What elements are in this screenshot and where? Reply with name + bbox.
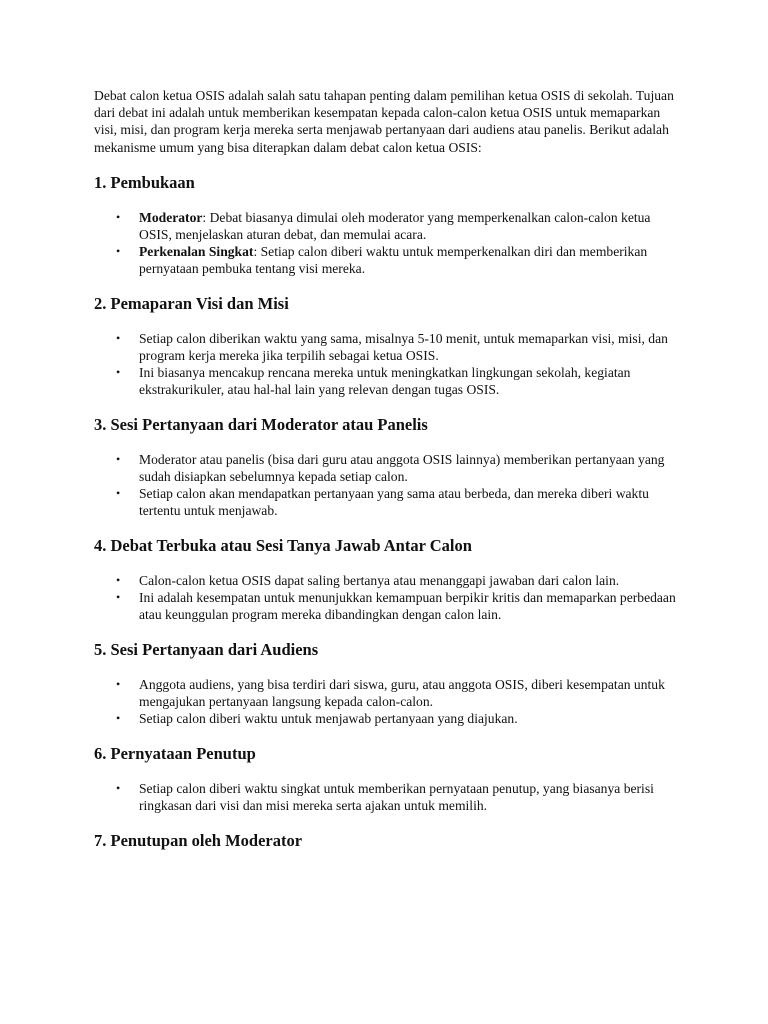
section-title: 6. Pernyataan Penutup	[94, 743, 256, 763]
bullet-icon: •	[116, 330, 121, 345]
section-pernyataan-penutup	[94, 744, 684, 814]
list-item	[94, 572, 684, 589]
bullet-icon: •	[116, 364, 121, 379]
item-text: Ini adalah kesempatan untuk menunjukkan kemampuan berpikir kritis dan memaparkan perbedaan atau keunggulan program mereka dibandingkan dengan calon lain.	[139, 589, 676, 622]
bullet-list	[94, 676, 684, 727]
bullet-icon: •	[116, 589, 121, 604]
bullet-icon: •	[116, 485, 121, 500]
list-item	[94, 243, 684, 277]
section-title: 4. Debat Terbuka atau Sesi Tanya Jawab Antar Calon	[94, 535, 472, 555]
section-pertanyaan-audiens	[94, 640, 684, 727]
item-term: Moderator	[139, 209, 203, 225]
bullet-icon: •	[116, 572, 121, 587]
bullet-list	[94, 780, 684, 814]
list-item	[94, 676, 684, 710]
section-pertanyaan-moderator	[94, 415, 684, 519]
item-text: Ini biasanya mencakup rencana mereka untuk meningkatkan lingkungan sekolah, kegiatan ekstrakurikuler, atau hal-hal lain yang relevan dengan tugas OSIS.	[139, 364, 631, 397]
bullet-icon: •	[116, 243, 121, 258]
section-title: 2. Pemaparan Visi dan Misi	[94, 293, 289, 313]
section-debat-terbuka	[94, 536, 684, 623]
bullet-icon: •	[116, 209, 121, 224]
item-text: Setiap calon diberikan waktu yang sama, misalnya 5-10 menit, untuk memaparkan visi, misi, dan program kerja mereka jika terpilih sebagai ketua OSIS.	[139, 330, 668, 363]
section-title: 5. Sesi Pertanyaan dari Audiens	[94, 639, 319, 659]
list-item	[94, 780, 684, 814]
item-text: Moderator atau panelis (bisa dari guru atau anggota OSIS lainnya) memberikan pertanyaan yang sudah disiapkan sebelumnya kepada setiap calon.	[139, 451, 665, 484]
bullet-list	[94, 330, 684, 398]
section-title: 7. Penutupan oleh Moderator	[94, 830, 303, 850]
item-text: Setiap calon diberi waktu singkat untuk memberikan pernyataan penutup, yang biasanya berisi ringkasan dari visi dan misi mereka serta ajakan untuk memilih.	[139, 780, 654, 813]
list-item	[94, 485, 684, 519]
bullet-list	[94, 451, 684, 519]
item-text: Anggota audiens, yang bisa terdiri dari siswa, guru, atau anggota OSIS, diberi kesempatan untuk mengajukan pertanyaan langsung kepada calon-calon.	[139, 676, 665, 709]
item-text: Calon-calon ketua OSIS dapat saling bertanya atau menanggapi jawaban dari calon lain.	[139, 572, 620, 588]
intro-paragraph: Debat calon ketua OSIS adalah salah satu tahapan penting dalam pemilihan ketua OSIS di sekolah. Tujuan dari debat ini adalah untuk memberikan kesempatan kepada calon-calon ketua OSIS untuk memaparkan visi, misi, dan program kerja mereka serta menjawab pertanyaan dari audiens atau panelis. Berikut adalah mekanisme umum yang bisa diterapkan dalam debat calon ketua OSIS:	[94, 88, 674, 155]
section-penutupan	[94, 831, 684, 851]
document-page	[94, 87, 684, 851]
item-text: Setiap calon diberi waktu untuk menjawab pertanyaan yang diajukan.	[139, 710, 518, 726]
bullet-icon: •	[116, 710, 121, 725]
list-item	[94, 589, 684, 623]
list-item	[94, 330, 684, 364]
section-pemaparan-visi-misi	[94, 294, 684, 398]
bullet-list	[94, 209, 684, 277]
list-item	[94, 209, 684, 243]
list-item	[94, 451, 684, 485]
section-title: 3. Sesi Pertanyaan dari Moderator atau Panelis	[94, 414, 428, 434]
bullet-icon: •	[116, 676, 121, 691]
item-text: : Debat biasanya dimulai oleh moderator yang memperkenalkan calon-calon ketua OSIS, menjelaskan aturan debat, dan memulai acara.	[139, 209, 651, 242]
bullet-icon: •	[116, 780, 121, 795]
item-term: Perkenalan Singkat	[139, 243, 254, 259]
item-text: : Setiap calon diberi waktu untuk memperkenalkan diri dan memberikan pernyataan pembuka tentang visi mereka.	[139, 243, 648, 276]
list-item	[94, 364, 684, 398]
list-item	[94, 710, 684, 727]
bullet-icon: •	[116, 451, 121, 466]
section-pembukaan	[94, 173, 684, 277]
bullet-list	[94, 572, 684, 623]
item-text: Setiap calon akan mendapatkan pertanyaan yang sama atau berbeda, dan mereka diberi waktu tertentu untuk menjawab.	[139, 485, 649, 518]
section-title: 1. Pembukaan	[94, 172, 195, 192]
